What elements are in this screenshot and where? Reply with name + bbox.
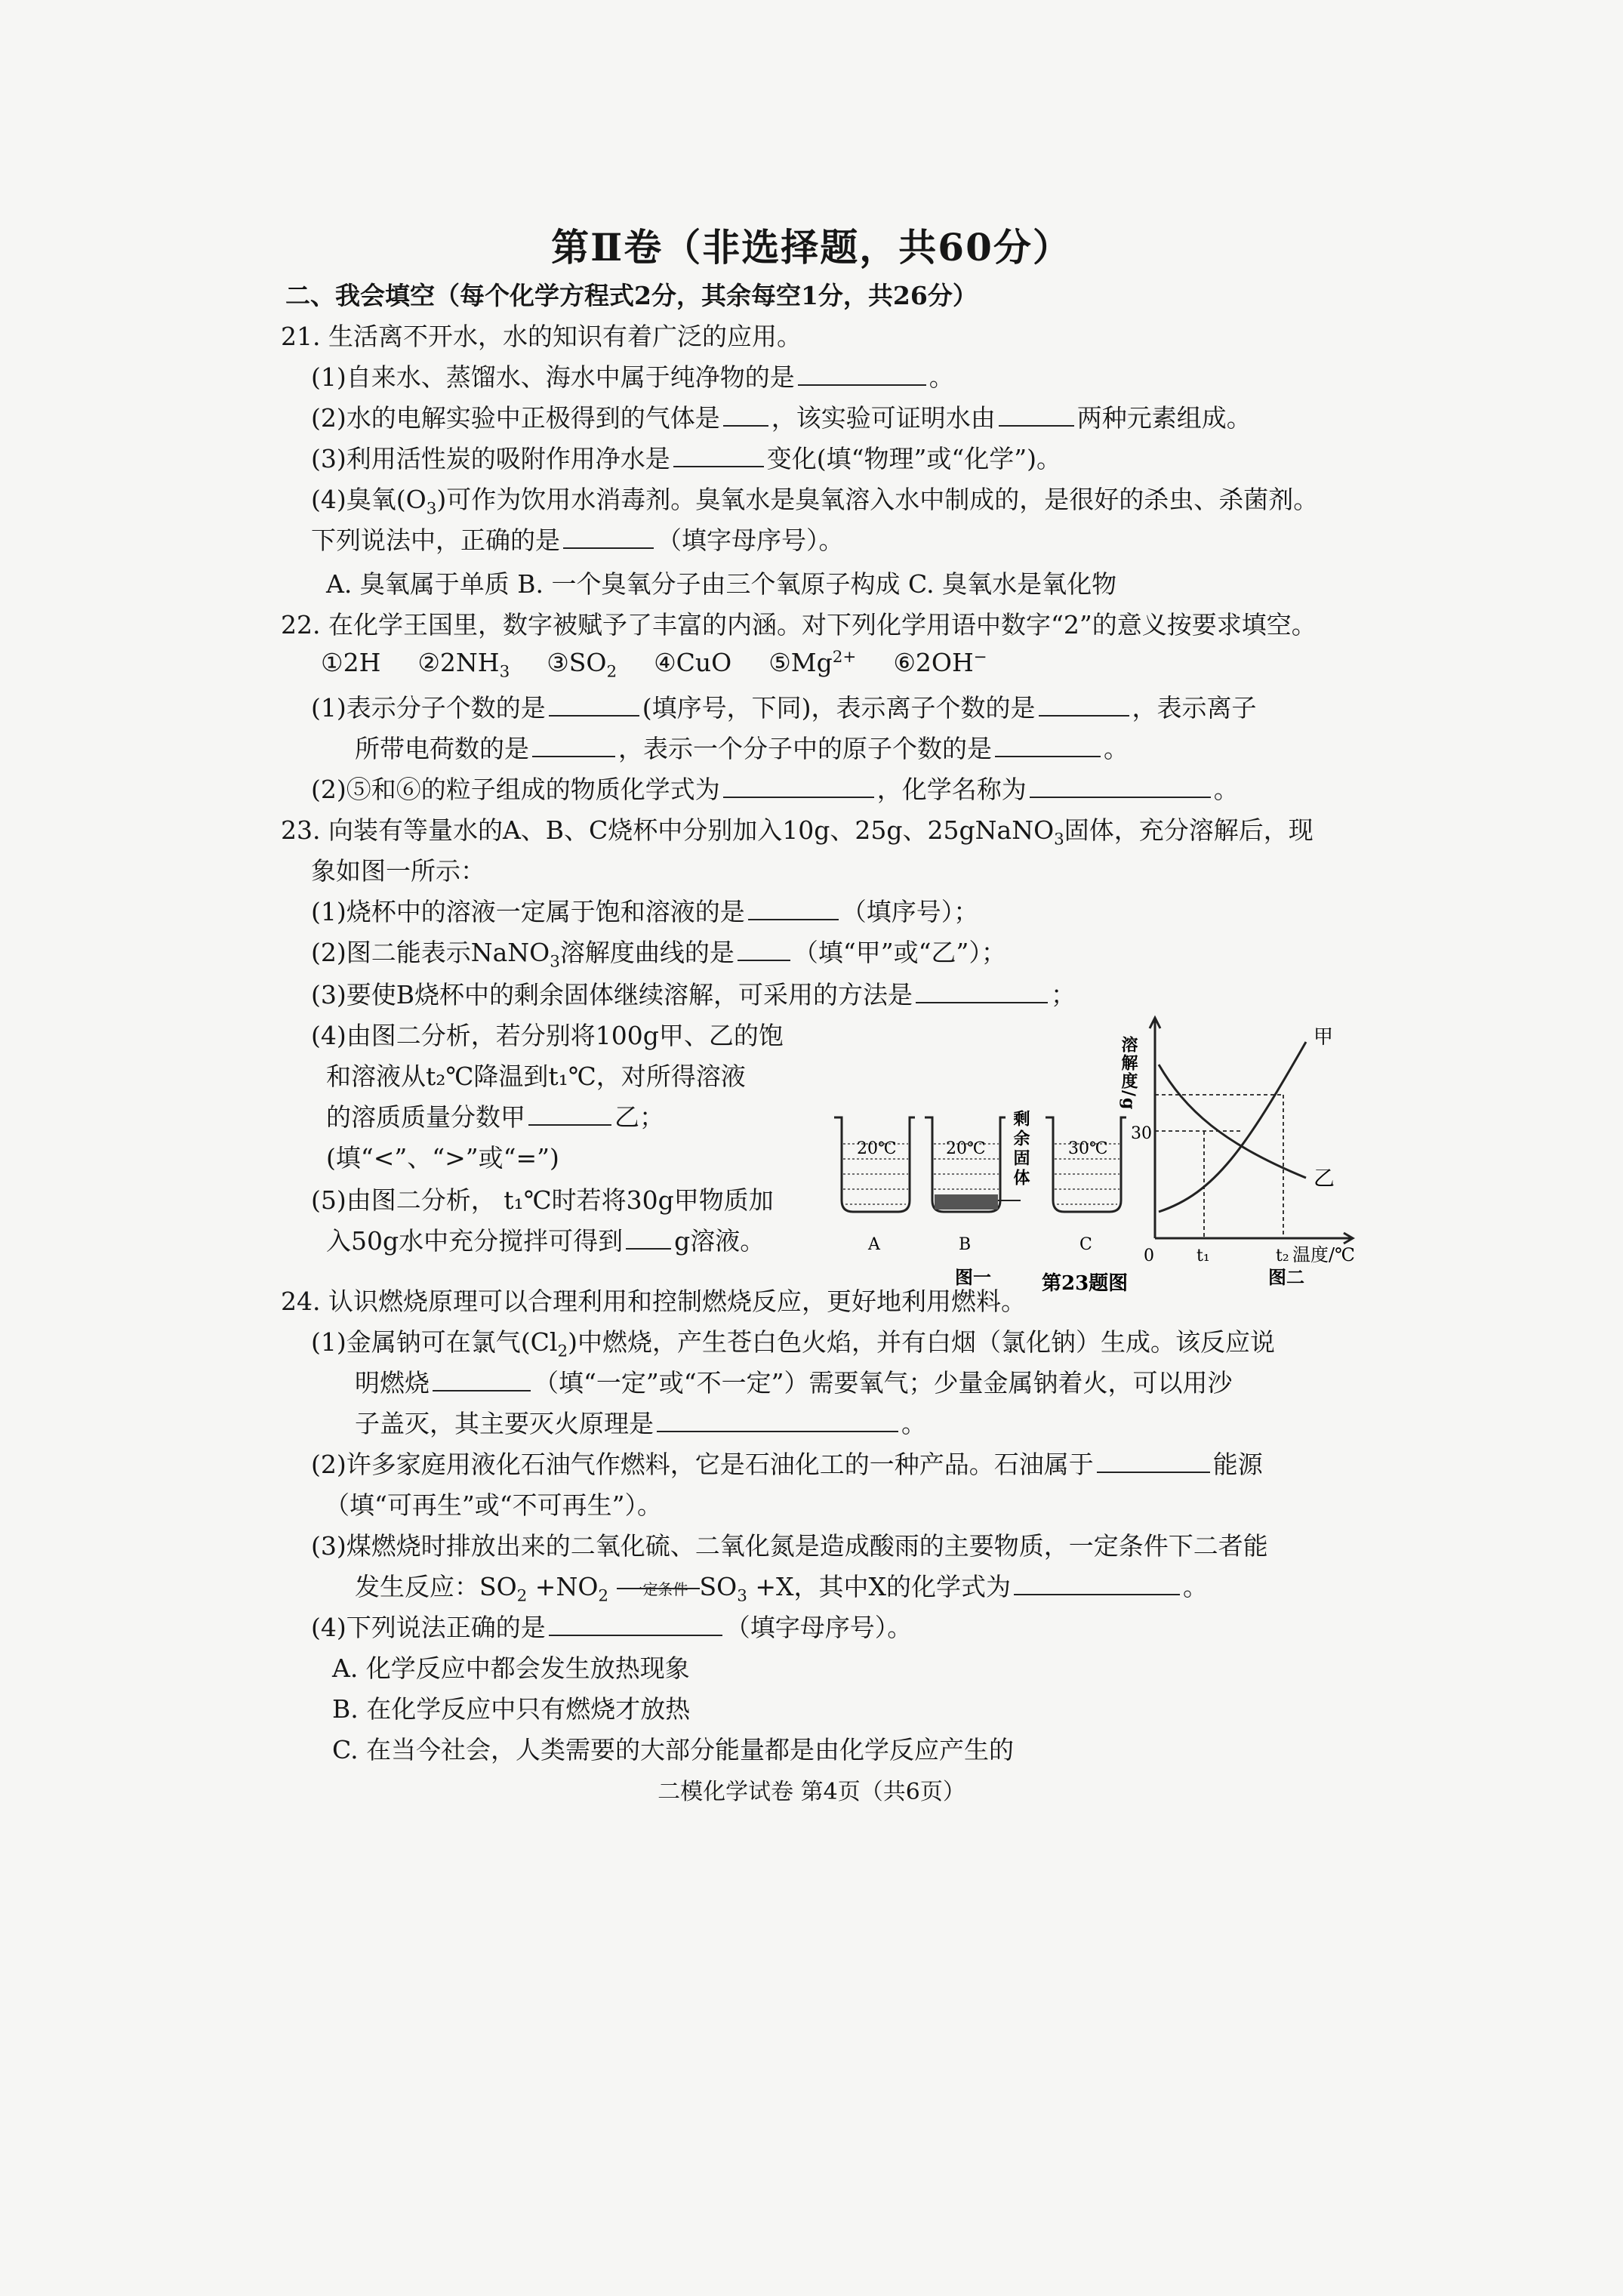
y-axis-label: 溶解度/g [1119, 1036, 1138, 1111]
q23-part4-line3: 的溶质质量分数甲 乙； [326, 1102, 664, 1132]
answer-blank[interactable] [738, 940, 790, 961]
q24-part4: (4)下列说法正确的是 （填字母序号）。 [311, 1613, 913, 1642]
x-tick-t2: t₂ [1276, 1247, 1289, 1265]
answer-blank[interactable] [433, 1370, 531, 1391]
q21-part2: (2)水的电解实验中正极得到的气体是 ，该实验可证明水由 两种元素组成。 [311, 403, 1252, 433]
beaker-b-label: B [959, 1235, 972, 1254]
page-title: 第Ⅱ卷（非选择题，共60分） [551, 225, 1072, 270]
beaker-a [834, 1117, 915, 1212]
q23-part4: (4)由图二分析，若分别将100g甲、乙的饱 [311, 1021, 784, 1050]
q21-part4: (4)臭氧$(O_3)$可作为饮用水消毒剂。臭氧水是臭氧溶入水中制成的，是很好的杀虫、杀菌剂。 [311, 485, 1319, 519]
answer-blank[interactable] [657, 1411, 898, 1432]
fig2-label: 图二 [1268, 1266, 1304, 1288]
residue-label: 剩余固体 [1011, 1110, 1030, 1188]
answer-blank[interactable] [1014, 1574, 1180, 1595]
answer-blank[interactable] [626, 1228, 671, 1250]
section-heading: 二、我会填空（每个化学方程式2分，其余每空1分，共26分） [285, 281, 978, 310]
q22-symbols: ①2H $②2NH_3$ $③SO_2$ ④CuO $⑤Mg^{2+}$ ⑥2OH− [321, 648, 987, 682]
answer-blank[interactable] [1097, 1452, 1210, 1473]
q24-stem: 24. 认识燃烧原理可以合理利用和控制燃烧反应，更好地利用燃料。 [281, 1287, 1026, 1316]
answer-blank[interactable] [563, 528, 654, 549]
q22-stem: 22. 在化学王国里，数字被赋予了丰富的内涵。对下列化学用语中数字“2”的意义按要求填空。 [281, 610, 1317, 639]
answer-blank[interactable] [673, 446, 764, 467]
page-footer: 二模化学试卷 第4页（共6页） [658, 1779, 965, 1805]
q21-options: A. 臭氧属于单质 B. 一个臭氧分子由三个氧原子构成 C. 臭氧水是氧化物 [326, 569, 1117, 599]
figure-caption: 第23题图 [1042, 1272, 1129, 1295]
answer-blank[interactable] [1039, 695, 1129, 717]
series-yi-label: 乙 [1313, 1166, 1335, 1191]
q24-equation: 发生反应：$SO_2 +NO_2$ 一定条件 $SO_3 +X$，其中X的化学式为 。 [355, 1572, 1208, 1606]
q22-part2: (2)⑤和⑥的粒子组成的物质化学式为 ，化学名称为 。 [311, 775, 1239, 804]
q24-part1-line3: 子盖灭，其主要灭火原理是 。 [355, 1409, 926, 1438]
q23-part4-line2: 和溶液从t₂℃降温到t₁℃，对所得溶液 [326, 1062, 746, 1091]
q21-part3: (3)利用活性炭的吸附作用净水是 变化(填“物理”或“化学”)。 [311, 444, 1061, 473]
x-tick-t1: t₁ [1196, 1247, 1210, 1265]
beaker-a-label: A [868, 1235, 880, 1254]
q23-figure [823, 997, 1359, 1295]
q22-part1-cont: 所带电荷数的是 ，表示一个分子中的原子个数的是 。 [355, 734, 1129, 763]
answer-blank[interactable] [549, 1615, 722, 1636]
q23-part2: (2)图二能表示NaNO$_3$溶解度曲线的是 （填“甲”或“乙”）； [311, 938, 1006, 972]
residue-solid [935, 1194, 998, 1210]
beaker-c-temp: 30℃ [1068, 1139, 1108, 1158]
beaker-a-temp: 20℃ [857, 1139, 897, 1158]
origin-label: 0 [1144, 1247, 1154, 1265]
series-jia-label: 甲 [1313, 1026, 1334, 1049]
q24-part2: (2)许多家庭用液化石油气作燃料，它是石油化工的一种产品。石油属于 能源 [311, 1450, 1263, 1479]
answer-blank[interactable] [798, 365, 926, 386]
fig1-label: 图一 [955, 1266, 991, 1288]
reaction-arrow: 一定条件 [617, 1594, 700, 1595]
answer-blank[interactable] [999, 405, 1074, 427]
q21-part4-question: 下列说法中，正确的是 （填字母序号）。 [311, 525, 844, 555]
answer-blank[interactable] [723, 405, 768, 427]
answer-blank[interactable] [528, 1105, 611, 1126]
answer-blank[interactable] [1030, 777, 1211, 798]
q23-stem-cont: 象如图一所示： [311, 856, 485, 886]
q24-part1: (1)金属钠可在氯气$(Cl_2)$中燃烧，产生苍白色火焰，并有白烟（氯化钠）生成。该反应说 [311, 1327, 1275, 1361]
q23-part5: (5)由图二分析， t₁℃时若将30g甲物质加 [311, 1185, 774, 1215]
answer-blank[interactable] [995, 736, 1101, 757]
answer-blank[interactable] [748, 899, 839, 920]
q24-part3: (3)煤燃烧时排放出来的二氧化硫、二氧化氮是造成酸雨的主要物质，一定条件下二者能 [311, 1531, 1268, 1561]
q24-option-b: B. 在化学反应中只有燃烧才放热 [332, 1694, 691, 1724]
answer-blank[interactable] [549, 695, 639, 717]
q24-part2-hint: （填“可再生”或“不可再生”）。 [325, 1490, 662, 1520]
answer-blank[interactable] [723, 777, 874, 798]
q24-option-c: C. 在当今社会，人类需要的大部分能量都是由化学反应产生的 [332, 1735, 1015, 1764]
beaker-c-label: C [1079, 1235, 1092, 1254]
q23-part4-hint: (填“<”、“>”或“=”) [326, 1143, 559, 1173]
q22-part1: (1)表示分子个数的是 (填序号，下同)，表示离子个数的是 ，表示离子 [311, 693, 1257, 723]
q23-part5-line2: 入50g水中充分搅拌可得到 g溶液。 [326, 1226, 765, 1256]
x-axis-label: 温度/℃ [1292, 1244, 1355, 1265]
q21-part1: (1)自来水、蒸馏水、海水中属于纯净物的是 。 [311, 362, 954, 392]
beaker-b-temp: 20℃ [946, 1139, 986, 1158]
q23-part1: (1)烧杯中的溶液一定属于饱和溶液的是 （填序号）； [311, 897, 979, 926]
q21-stem: 21. 生活离不开水，水的知识有着广泛的应用。 [281, 322, 802, 351]
beaker-c [1046, 1117, 1126, 1212]
q23-part3: (3)要使B烧杯中的剩余固体继续溶解，可采用的方法是 ； [311, 980, 1076, 1009]
y-tick-30: 30 [1131, 1124, 1152, 1143]
q23-stem: 23. 向装有等量水的A、B、C烧杯中分别加入10g、25g、25gNaNO$_3$固体，充分溶解后，现 [281, 815, 1313, 849]
q24-option-a: A. 化学反应中都会发生放热现象 [332, 1653, 690, 1683]
q24-part1-line2: 明燃烧 （填“一定”或“不一定”）需要氧气；少量金属钠着火，可以用沙 [355, 1368, 1233, 1398]
answer-blank[interactable] [532, 736, 615, 757]
